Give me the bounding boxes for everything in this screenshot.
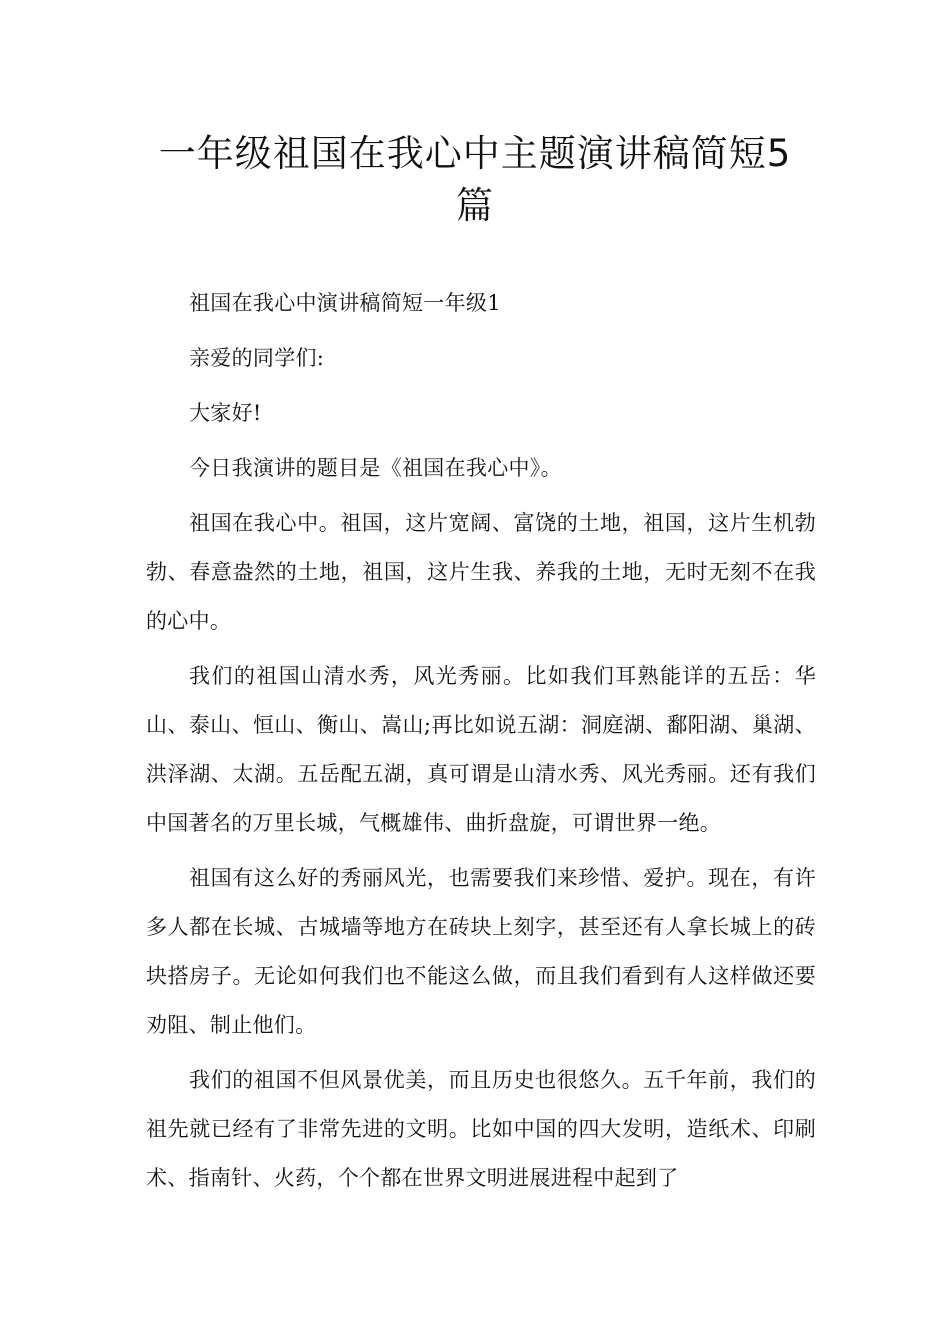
paragraph-body: 祖国在我心中。祖国，这片宽阔、富饶的土地，祖国，这片生机勃勃、春意盎然的土地，祖国，这片生我、养我的土地，无时无刻不在我的心中。 [146,511,816,633]
paragraph-body: 我们的祖国山清水秀，风光秀丽。比如我们耳熟能详的五岳：华山、泰山、恒山、衡山、嵩山;再比如说五湖：洞庭湖、鄱阳湖、巢湖、洪泽湖、太湖。五岳配五湖，真可谓是山清水秀、风光秀丽。还有我们中国著名的万里长城，气概雄伟、曲折盘旋，可谓世界一绝。 [146,664,816,835]
paragraph-salutation: 亲爱的同学们: [189,346,325,370]
paragraph-greeting: 大家好! [189,401,262,425]
paragraph-topic: 今日我演讲的题目是《祖国在我心中》。 [189,456,562,480]
paragraph-body: 我们的祖国不但风景优美，而且历史也很悠久。五千年前，我们的祖先就已经有了非常先进的文明。比如中国的四大发明，造纸术、印刷术、指南针、火药，个个都在世界文明进展进程中起到了 [146,1068,816,1190]
document-body [146,279,816,1209]
paragraph-speech-heading: 祖国在我心中演讲稿简短一年级1 [189,291,501,315]
document-title: 一年级祖国在我心中主题演讲稿简短5篇 [158,132,792,227]
paragraph-body: 祖国有这么好的秀丽风光，也需要我们来珍惜、爱护。现在，有许多人都在长城、古城墙等地方在砖块上刻字，甚至还有人拿长城上的砖块搭房子。无论如何我们也不能这么做，而且我们看到有人这样做还要劝阻、制止他们。 [146,866,816,1037]
